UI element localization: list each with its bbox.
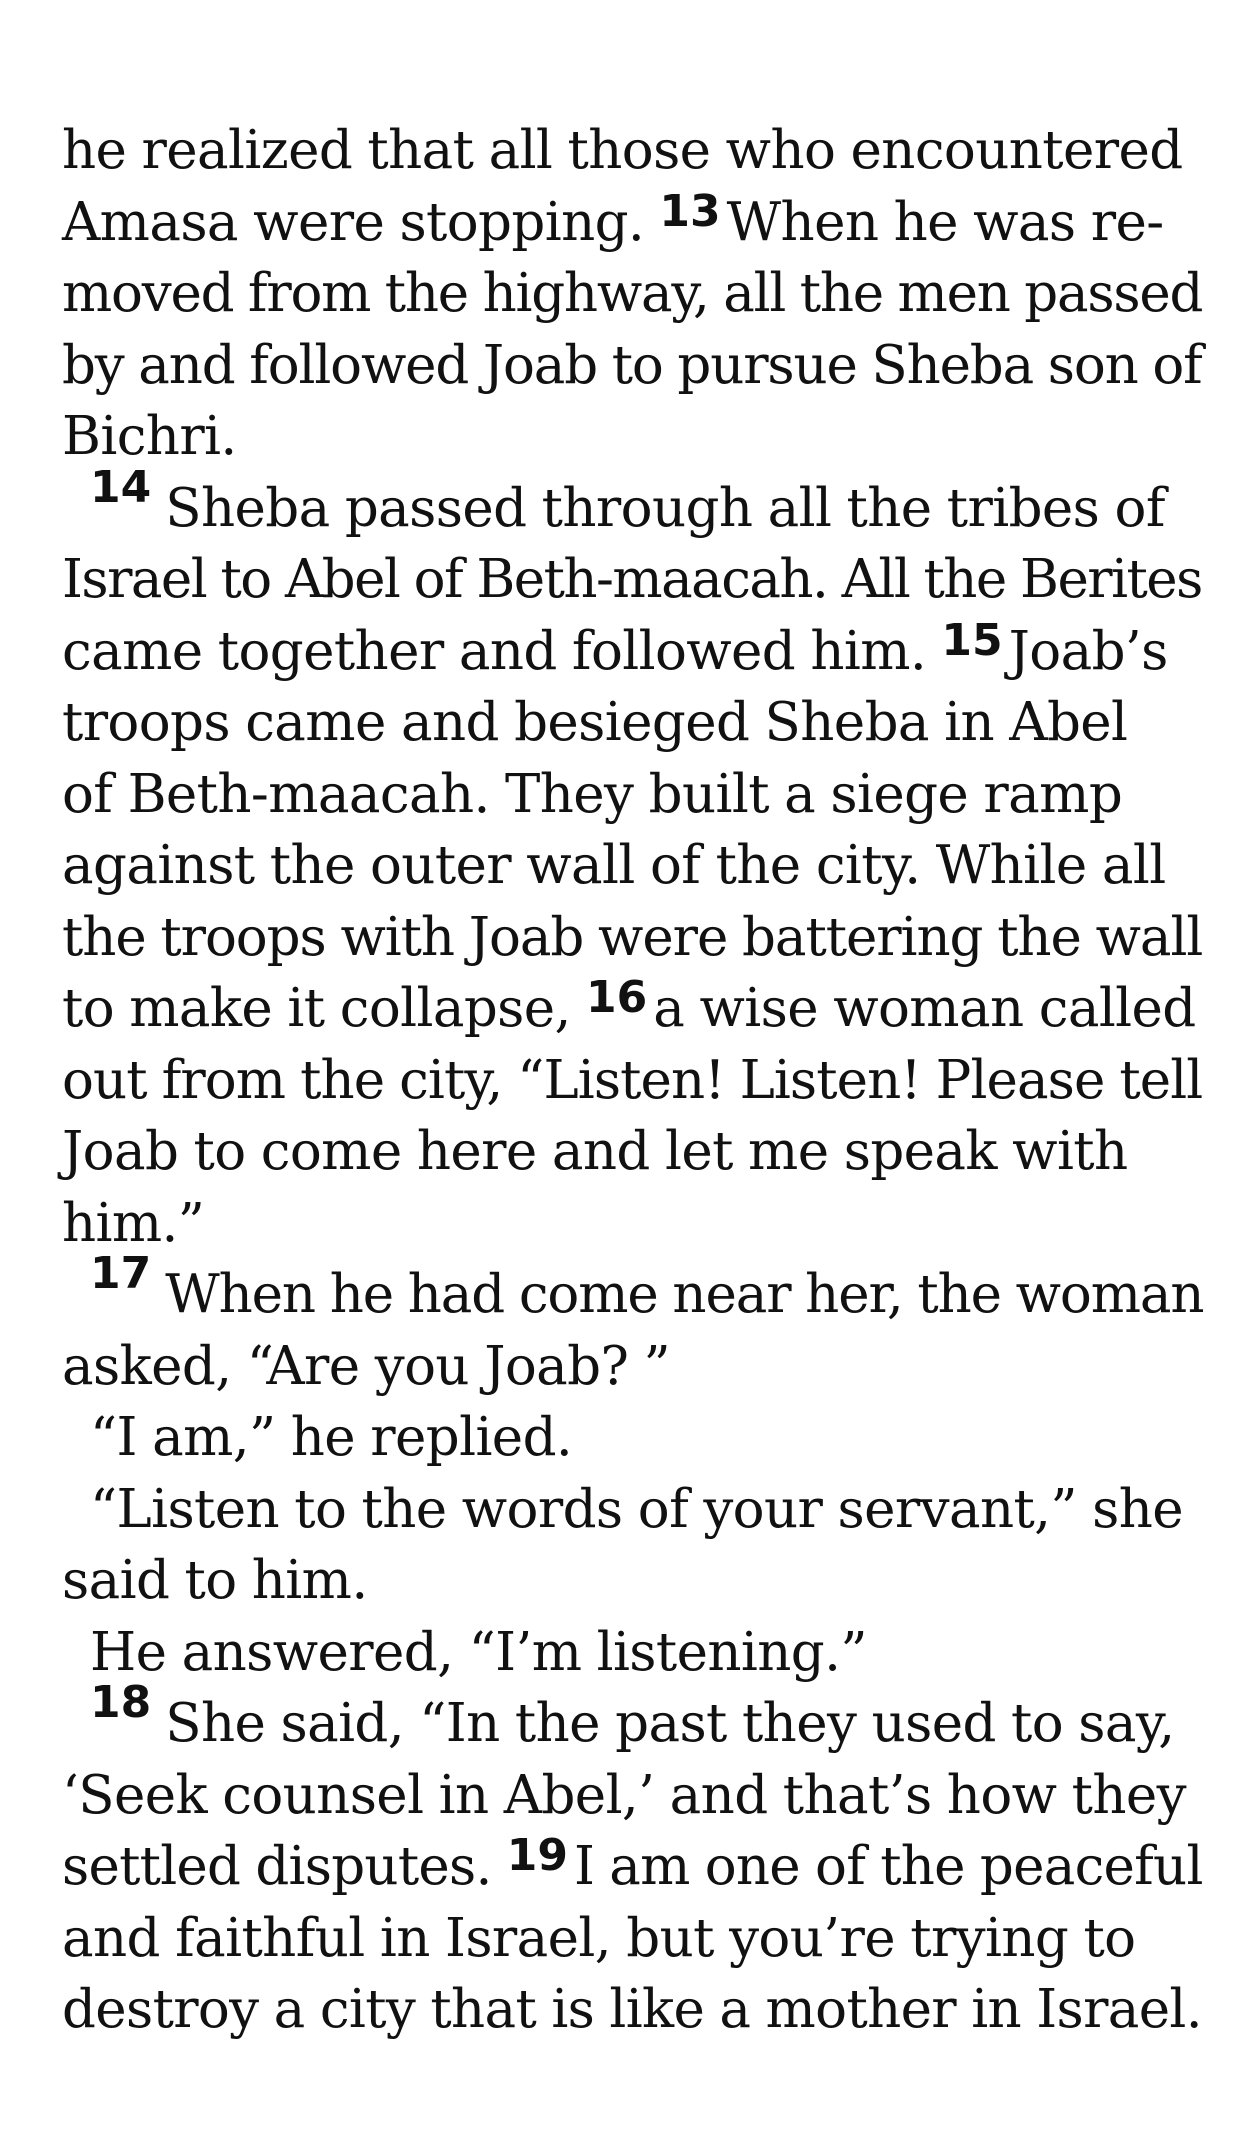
verse-text: a wise woman called <box>653 978 1196 1039</box>
text-line <box>62 1974 1202 2046</box>
verse-number: 15 <box>941 614 1003 666</box>
text-line <box>62 461 1202 545</box>
verse-text: “Listen to the words of your servant,” she <box>90 1478 1184 1540</box>
verse-text: Joab to come here and let me speak with <box>62 1121 1128 1182</box>
verse-text: Sheba passed through all the tribes of <box>165 477 1165 539</box>
verse-text: ‘Seek counsel in Abel,’ and that’s how they <box>62 1764 1186 1826</box>
verse-text: came together and followed him. <box>62 620 942 682</box>
verse-text: settled disputes. <box>62 1836 507 1897</box>
text-line <box>62 258 1202 330</box>
text-line <box>62 1045 1202 1117</box>
text-line <box>62 1903 1202 1975</box>
text-line <box>62 401 1202 473</box>
verse-text: When he had come near her, the woman <box>165 1264 1204 1325</box>
verse-text: moved from the highway, all the men passed <box>62 263 1203 324</box>
verse-number: 18 <box>90 1677 152 1728</box>
verse-text: I am one of the peaceful <box>573 1836 1203 1897</box>
verse-text: him.” <box>62 1192 205 1254</box>
verse-number: 16 <box>586 972 648 1023</box>
verse-text: She said, “In the past they used to say, <box>165 1693 1175 1754</box>
verse-text: Amasa were stopping. <box>62 191 660 253</box>
text-line <box>62 687 1202 759</box>
verse-text: troops came and besieged Sheba in Abel <box>62 692 1128 753</box>
verse-text: Joab’s <box>1008 620 1168 682</box>
verse-text: Bichri. <box>62 406 237 467</box>
text-line <box>62 1402 1202 1474</box>
verse-text: asked, “Are you Joab? ” <box>62 1335 671 1397</box>
text-line <box>62 1831 1202 1903</box>
verse-number: 13 <box>659 185 721 237</box>
text-line <box>62 1331 1202 1403</box>
text-line <box>62 1760 1202 1832</box>
verse-text: He answered, “I’m listening.” <box>90 1621 867 1683</box>
text-line <box>62 1617 1202 1689</box>
verse-text: by and followed Joab to pursue Sheba son of <box>62 334 1202 396</box>
text-line <box>62 902 1202 974</box>
verse-text: to make it collapse, <box>62 978 587 1039</box>
verse-text: said to him. <box>62 1550 368 1611</box>
text-line <box>62 1116 1202 1188</box>
text-line <box>62 1248 1204 1331</box>
text-line <box>62 115 1202 187</box>
text-line <box>62 759 1202 831</box>
text-line <box>62 973 1202 1045</box>
text-line <box>62 1545 1202 1617</box>
text-line <box>62 1474 1202 1546</box>
verse-text: the troops with Joab were battering the wall <box>62 906 1203 968</box>
verse-text: destroy a city that is like a mother in Israel. <box>62 1979 1202 2040</box>
text-line <box>62 1677 1202 1760</box>
text-line <box>62 616 1202 688</box>
text-line <box>62 330 1202 402</box>
verse-text: “I am,” he replied. <box>90 1407 573 1468</box>
verse-text: and faithful in Israel, but you’re trying to <box>62 1907 1136 1969</box>
text-line <box>62 187 1202 259</box>
verse-text: against the outer wall of the city. While all <box>62 835 1166 896</box>
verse-number: 19 <box>506 1830 568 1881</box>
verse-text: When he was re- <box>726 191 1164 253</box>
verse-text: out from the city, “Listen! Listen! Please tell <box>62 1049 1203 1111</box>
verse-text: Israel to Abel of Beth-maacah. All the Berites <box>62 549 1202 610</box>
scripture-passage <box>62 115 1202 2046</box>
verse-number: 14 <box>90 461 152 513</box>
verse-number: 17 <box>90 1248 152 1299</box>
verse-text: of Beth-maacah. They built a siege ramp <box>62 763 1123 825</box>
text-line <box>62 830 1202 902</box>
text-line <box>62 1188 1202 1260</box>
text-line <box>62 544 1202 616</box>
verse-text: he realized that all those who encountered <box>62 120 1183 181</box>
